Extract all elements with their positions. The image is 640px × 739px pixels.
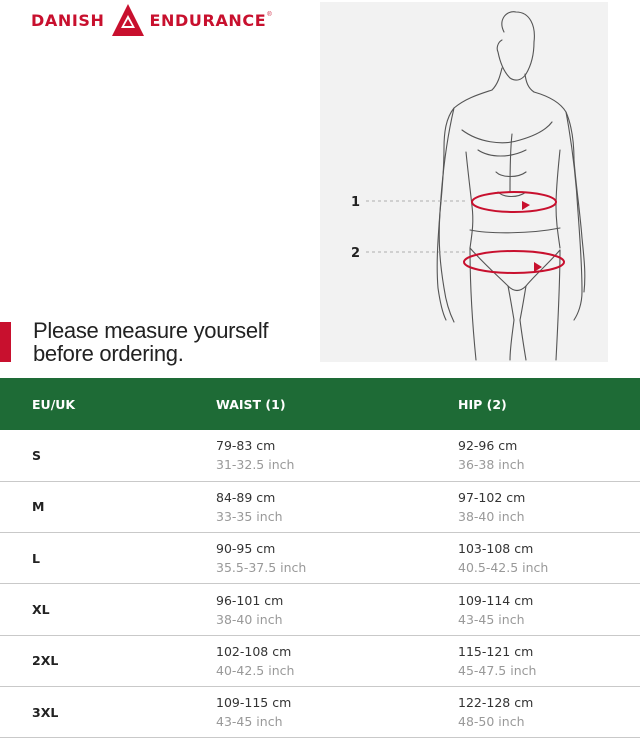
hip-inch: 45-47.5 inch bbox=[458, 662, 537, 678]
marker-2-label: 2 bbox=[351, 246, 361, 261]
body-outline-illustration bbox=[320, 2, 608, 362]
waist-cm: 96-101 cm bbox=[216, 592, 284, 608]
mountain-logo-icon bbox=[110, 2, 146, 38]
hip-cm: 97-102 cm bbox=[458, 489, 526, 505]
intro-line-1: Please measure yourself bbox=[33, 318, 269, 343]
waist-inch: 31-32.5 inch bbox=[216, 457, 295, 473]
size-chart-table bbox=[0, 378, 640, 738]
waist-inch: 43-45 inch bbox=[216, 714, 283, 730]
waist-cell bbox=[216, 430, 458, 481]
size-cell: S bbox=[32, 447, 42, 463]
marker-1-label: 1 bbox=[351, 195, 361, 210]
hip-cm: 122-128 cm bbox=[458, 695, 534, 711]
table-row bbox=[0, 635, 640, 686]
brand-name-left: DANISH bbox=[31, 10, 105, 30]
hip-cell bbox=[458, 635, 640, 686]
hip-inch: 38-40 inch bbox=[458, 508, 525, 524]
hip-cm: 109-114 cm bbox=[458, 592, 534, 608]
waist-cm: 90-95 cm bbox=[216, 541, 276, 557]
intro-line-2: before ordering. bbox=[33, 341, 184, 366]
waist-inch: 40-42.5 inch bbox=[216, 662, 295, 678]
hip-cell bbox=[458, 533, 640, 584]
red-accent-bar bbox=[0, 322, 11, 362]
hip-cell bbox=[458, 430, 640, 481]
waist-cm: 102-108 cm bbox=[216, 643, 292, 659]
registered-mark: ® bbox=[267, 12, 272, 18]
table-row bbox=[0, 430, 640, 481]
hip-cell bbox=[458, 481, 640, 532]
hip-cell bbox=[458, 686, 640, 737]
size-cell: 3XL bbox=[32, 704, 59, 720]
intro-text bbox=[33, 319, 323, 365]
waist-cell bbox=[216, 584, 458, 635]
header-waist: WAIST (1) bbox=[216, 396, 286, 412]
size-cell: L bbox=[32, 550, 40, 566]
size-cell: XL bbox=[32, 602, 50, 618]
header-size: EU/UK bbox=[32, 396, 76, 412]
table-row bbox=[0, 584, 640, 635]
hip-inch: 36-38 inch bbox=[458, 457, 525, 473]
waist-cell bbox=[216, 686, 458, 737]
table-row bbox=[0, 686, 640, 737]
brand-name-right: ENDURANCE bbox=[149, 10, 267, 30]
hip-inch: 48-50 inch bbox=[458, 714, 525, 730]
waist-cell bbox=[216, 635, 458, 686]
hip-inch: 40.5-42.5 inch bbox=[458, 560, 549, 576]
hip-inch: 43-45 inch bbox=[458, 611, 525, 627]
table-row bbox=[0, 533, 640, 584]
size-cell: M bbox=[32, 499, 45, 515]
size-cell: 2XL bbox=[32, 653, 59, 669]
waist-cell bbox=[216, 533, 458, 584]
waist-inch: 33-35 inch bbox=[216, 508, 283, 524]
hip-cm: 115-121 cm bbox=[458, 643, 534, 659]
header-hip: HIP (2) bbox=[458, 396, 507, 412]
hip-cm: 103-108 cm bbox=[458, 541, 534, 557]
table-row bbox=[0, 481, 640, 532]
waist-cm: 109-115 cm bbox=[216, 695, 292, 711]
waist-cm: 84-89 cm bbox=[216, 489, 276, 505]
table-header-row bbox=[0, 378, 640, 430]
waist-cell bbox=[216, 481, 458, 532]
waist-cm: 79-83 cm bbox=[216, 438, 276, 454]
waist-inch: 38-40 inch bbox=[216, 611, 283, 627]
brand-logo bbox=[31, 0, 272, 40]
measurement-figure bbox=[320, 2, 608, 362]
hip-cm: 92-96 cm bbox=[458, 438, 518, 454]
waist-inch: 35.5-37.5 inch bbox=[216, 560, 307, 576]
hip-cell bbox=[458, 584, 640, 635]
